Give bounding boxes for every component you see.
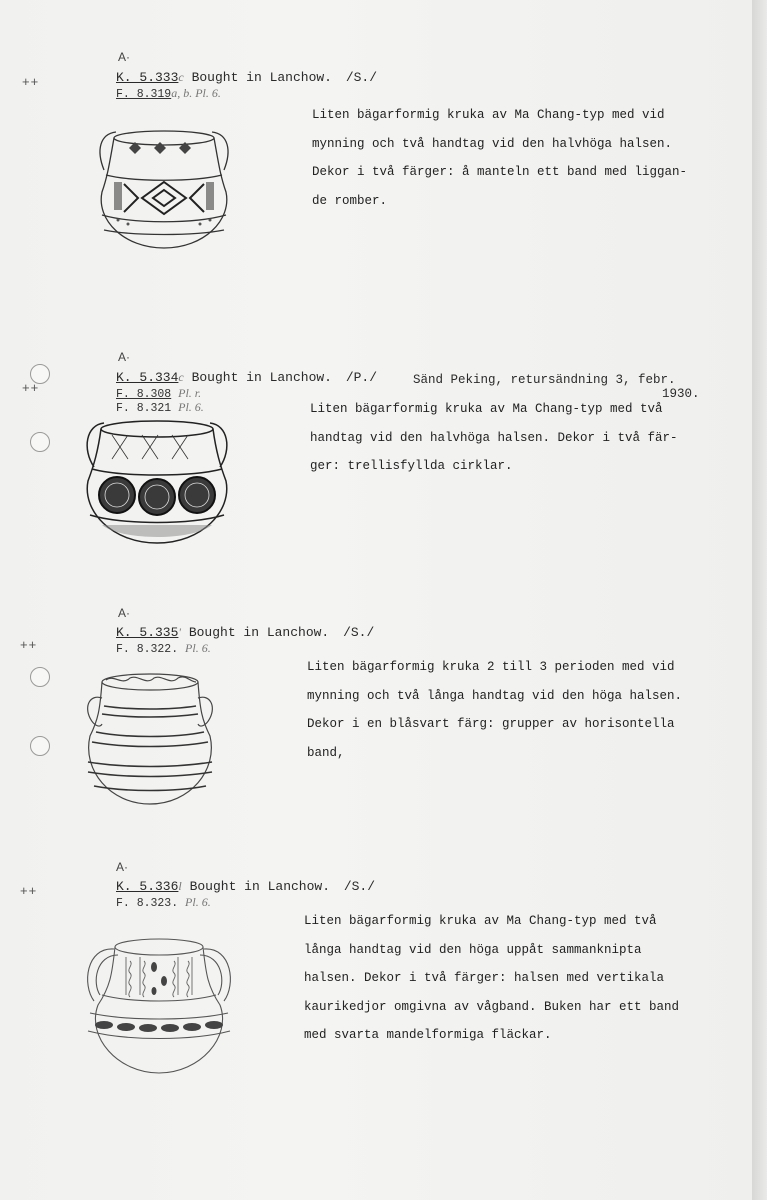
pot-drawing-circles	[82, 415, 232, 550]
description-line: Dekor i en blåsvart färg: grupper av horisontella	[307, 717, 675, 731]
description-line: Liten bägarformig kruka 2 till 3 perioden med vid	[307, 660, 675, 674]
entry-prefix: A·	[118, 350, 130, 364]
entry-prefix: A·	[116, 860, 128, 874]
description-line: handtag vid den halvhöga halsen. Dekor i två fär-	[310, 430, 678, 445]
plate-ref: Pl. 6.	[185, 895, 211, 909]
description-line: mynning och två långa handtag vid den höga halsen.	[307, 688, 683, 703]
reference-line	[116, 386, 201, 401]
margin-mark: ++	[22, 380, 40, 395]
description-line: Liten bägarformig kruka av Ma Chang-typ med två	[310, 402, 663, 416]
catalog-suffix: l	[178, 879, 182, 893]
entry-header	[116, 625, 374, 640]
description-line: Liten bägarformig kruka av Ma Chang-typ med två	[304, 914, 657, 928]
entry-prefix: A·	[118, 50, 130, 64]
description-line: band,	[307, 745, 345, 760]
catalog-number: K. 5.334	[116, 370, 179, 385]
description-line: kaurikedjor omgivna av vågband. Buken har ett band	[304, 999, 680, 1014]
source-text: Bought in Lanchow.	[188, 625, 330, 640]
entry-prefix: A·	[118, 606, 130, 620]
description-line: med svarta mandelformiga fläckar.	[304, 1028, 552, 1042]
source-text: Bought in Lanchow.	[189, 879, 331, 894]
plate-ref: Pl. 6.	[178, 400, 204, 414]
entry-tag: /P./	[345, 370, 378, 385]
entry-header	[116, 879, 375, 894]
return-note-year: 1930.	[662, 387, 700, 401]
plate-ref: a, b. Pl. 6.	[171, 86, 221, 100]
description-line: långa handtag vid den höga uppåt sammanknipta	[304, 942, 642, 957]
description-line: halsen. Dekor i två färger: halsen med vertikala	[304, 971, 665, 985]
entry-header	[116, 370, 377, 385]
photo-ref: F. 8.308	[116, 388, 172, 401]
photo-ref: F. 8.322.	[116, 643, 179, 656]
photo-ref: F. 8.319	[116, 88, 172, 101]
entry-description	[310, 395, 678, 481]
description-line: Dekor i två färger: å manteln ett band med liggan-	[312, 165, 688, 179]
catalog-number: K. 5.336	[116, 879, 179, 894]
reference-line	[116, 86, 221, 101]
margin-mark: ++	[20, 883, 38, 898]
catalog-suffix: c	[178, 70, 184, 84]
entry-description	[312, 101, 687, 215]
punch-hole	[30, 667, 50, 687]
description-line: ger: trellisfyllda cirklar.	[310, 459, 513, 473]
photo-ref: F. 8.323.	[116, 897, 179, 910]
description-line: mynning och två handtag vid den halvhöga halsen.	[312, 136, 673, 151]
catalog-number: K. 5.335	[116, 625, 179, 640]
return-note: Sänd Peking, retursändning 3, febr.	[413, 373, 676, 387]
catalog-number: K. 5.333	[116, 70, 179, 85]
margin-mark: ++	[20, 637, 38, 652]
source-text: Bought in Lanchow.	[191, 370, 332, 385]
entry-header	[116, 70, 377, 85]
photo-ref: F. 8.321	[116, 402, 172, 415]
reference-line	[116, 641, 211, 656]
entry-description	[307, 653, 682, 767]
punch-hole	[30, 432, 50, 452]
pot-drawing-cowrie	[82, 935, 237, 1075]
margin-mark: ++	[22, 74, 40, 89]
plate-ref: Pl. 6.	[185, 641, 211, 655]
reference-line	[116, 400, 204, 415]
source-text: Bought in Lanchow.	[191, 70, 332, 85]
punch-hole	[30, 736, 50, 756]
page-edge	[752, 0, 767, 1200]
pot-drawing-bands	[80, 670, 220, 810]
description-line: Liten bägarformig kruka av Ma Chang-typ med vid	[312, 108, 665, 122]
description-line: de romber.	[312, 193, 388, 208]
reference-line	[116, 895, 211, 910]
entry-tag: /S./	[343, 879, 376, 894]
pot-drawing-rhombus	[94, 120, 234, 255]
entry-tag: /S./	[345, 70, 378, 85]
plate-ref: Pl. r.	[178, 386, 202, 400]
catalog-suffix: c	[178, 370, 184, 384]
entry-tag: /S./	[343, 625, 375, 640]
entry-description	[304, 907, 679, 1050]
catalog-suffix: '	[178, 625, 181, 639]
